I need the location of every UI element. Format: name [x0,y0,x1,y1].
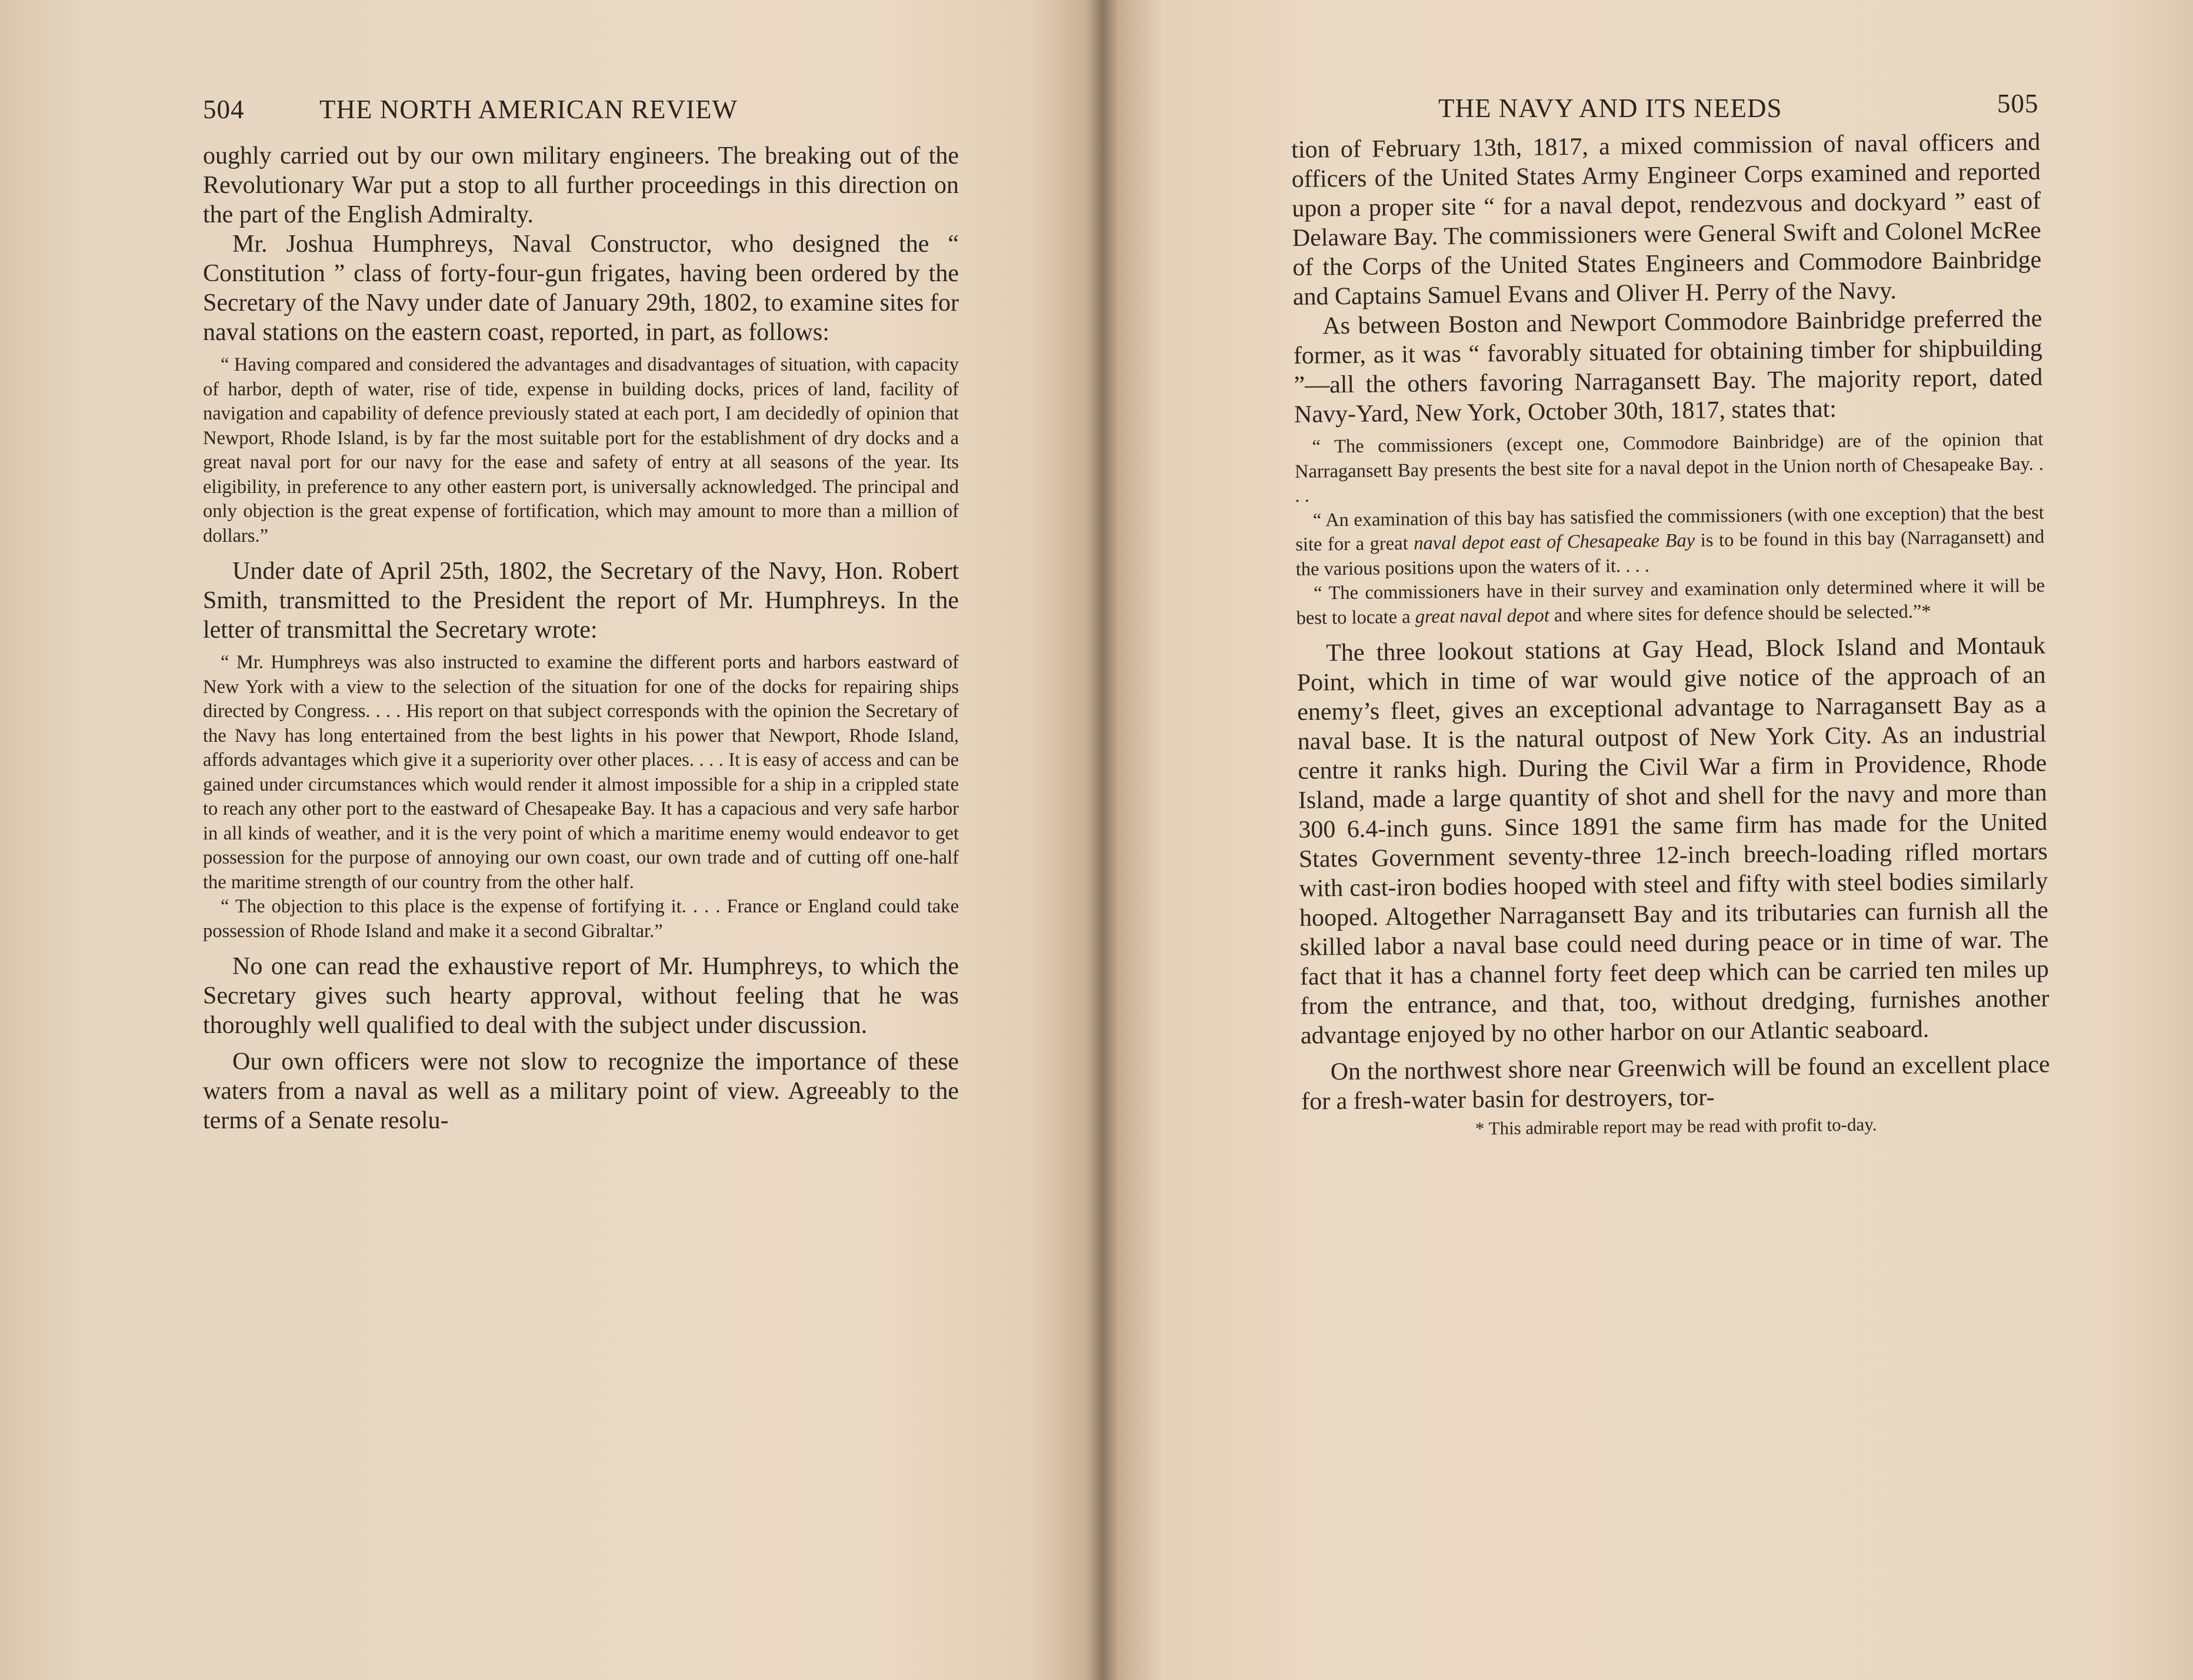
right-paragraph-2: As between Boston and Newport Commodore Bainbridge preferred the former, as it was “ favorably situated for obtaining timber for shipbuilding ”—all the others favoring Narragansett Bay. The majority report, dated Navy-Yard, New York, October 30th, 1817, states that: [1293,305,2043,428]
left-running-head: THE NORTH AMERICAN REVIEW [319,95,738,124]
left-paragraph-2: Mr. Joshua Humphreys, Naval Constructor, who designed the “ Constitution ” class of forty-four-gun frigates, having been ordered by the Secretary of the Navy under date of January 29th, 1802, to examine sites for naval stations on the eastern coast, reported, in part, as follows: [203,231,959,346]
left-paragraph-4: No one can read the exhaustive report of Mr. Humphreys, to which the Secretary gives such hearty approval, without feeling that he was thoroughly well qualified to deal with the subject under discussion. [203,953,959,1039]
right-text-block [1291,128,2051,1142]
right-running-head: THE NAVY AND ITS NEEDS [1438,94,1782,123]
left-quote-2: “ Mr. Humphreys was also instructed to examine the different ports and harbors eastward of New York with a view to the selection of the situation for one of the docks for repairing ships directed by Congress. . . . His report on that subject corresponds with the opinion the Secretary of the Navy has long entertained from the best lights in his power that Newport, Rhode Island, affords advantages which give it a superiority over other places. . . . It is easy of access and can be gained under circumstances which would render it almost impossible for a ship in a crippled state to reach any other port to the eastward of Chesapeake Bay. It has a capacious and very safe harbor in all kinds of weather, and it is the very point of which a maritime enemy would endeavor to get possession for the purpose of annoying our own coast, our own trade and of cutting off one-half the maritime strength of our country from the other half. [203,652,959,893]
right-quote-3-emphasis: great naval depot [1415,604,1549,628]
left-text-block [203,141,959,1135]
left-paragraph-5: Our own officers were not slow to recognize the importance of these waters from a naval as well as a military point of view. Agreeably to the terms of a Senate resolu- [203,1048,959,1134]
left-quote-2-block [203,651,959,944]
right-quote-3-text: “ The commissioners have in their survey and examination only determined where it will be best to locate a [1296,575,2045,629]
left-page-number: 504 [203,95,245,124]
right-quote-3 [1296,574,2045,631]
right-quote-2-text-end: is to be found in this bay (Narragansett) and the various positions upon the waters of it. . . . [1295,526,2045,580]
right-page-number: 505 [1997,89,2039,118]
footnote: * This admirable report may be read with profit to-day. [1475,1114,1877,1139]
right-quote-2-text: “ An examination of this bay has satisfied the commissioners (with one exception) that the best site for a great [1295,502,2044,555]
left-page [0,0,1094,1680]
left-quote-1: “ Having compared and considered the advantages and disadvantages of situation, with capacity of harbor, depth of water, rise of tide, expense in building docks, prices of land, facility of navigation and capability of defence previously stated at each port, I am decidedly of opinion that Newport, Rhode Island, is by far the most suitable port for the establishment of dry docks and a great naval port for our navy for the ease and safety of entry at all seasons of the year. Its eligibility, in preference to any other eastern port, is universally acknowledged. The principal and only objection is the great expense of fortification, which may amount to more than a million of dollars.” [203,354,959,546]
left-paragraph-1: oughly carried out by our own military engineers. The breaking out of the Revolutionary War put a stop to all further proceedings in this direction on the part of the English Admiralty. [203,142,959,228]
right-page [1099,0,2193,1680]
right-quote-2 [1295,501,2045,582]
right-paragraph-3: The three lookout stations at Gay Head, Block Island and Montauk Point, which in time of war would give notice of the approach of an enemy’s fleet, gives an exceptional advantage to Narragansett Bay as a naval base. It is the natural outpost of New York City. As an industrial centre it ranks high. During the Civil War a firm in Providence, Rhode Island, made a large quantity of shot and shell for the navy and more than 300 6.4-inch guns. Since 1891 the same firm has made for the United States Government seventy-three 12-inch breech-loading rifled mortars with cast-iron bodies hooped with steel and fifty with steel bodies similarly hooped. Altogether Narragansett Bay and its tributaries can furnish all the skilled labor a naval base could need during peace or in time of war. The fact that it has a channel forty feet deep which can be carried ten miles up from the entrance, and that, too, without dredging, furnishes another advantage enjoyed by no other harbor on our Atlantic seaboard. [1297,632,2049,1049]
right-quote-3-text-end: and where sites for defence should be selected.”* [1549,601,1931,626]
right-paragraph-4: On the northwest shore near Greenwich will be found an excellent place for a fresh-water basin for destroyers, tor- [1301,1051,2050,1115]
right-quote-block [1294,428,2045,631]
right-quote-1: “ The commissioners (except one, Commodore Bainbridge) are of the opinion that Narragansett Bay presents the best site for a naval depot in the Union north of Chesapeake Bay. . . . [1294,428,2044,506]
left-quote-1-block [203,353,959,548]
left-quote-3: “ The objection to this place is the expense of fortifying it. . . . France or England could take possession of Rhode Island and make it a second Gibraltar.” [203,896,959,942]
right-paragraph-1: tion of February 13th, 1817, a mixed commission of naval officers and officers of the United States Army Engineer Corps examined and reported upon a proper site “ for a naval depot, rendezvous and dockyard ” east of Delaware Bay. The commissioners were General Swift and Colonel McRee of the Corps of the United States Engineers and Commodore Bainbridge and Captains Samuel Evans and Oliver H. Perry of the Navy. [1291,128,2042,311]
left-paragraph-3: Under date of April 25th, 1802, the Secretary of the Navy, Hon. Robert Smith, transmitted to the President the report of Mr. Humphreys. In the letter of transmittal the Secretary wrote: [203,558,959,644]
right-quote-2-emphasis: naval depot east of Chesapeake Bay [1414,529,1695,554]
